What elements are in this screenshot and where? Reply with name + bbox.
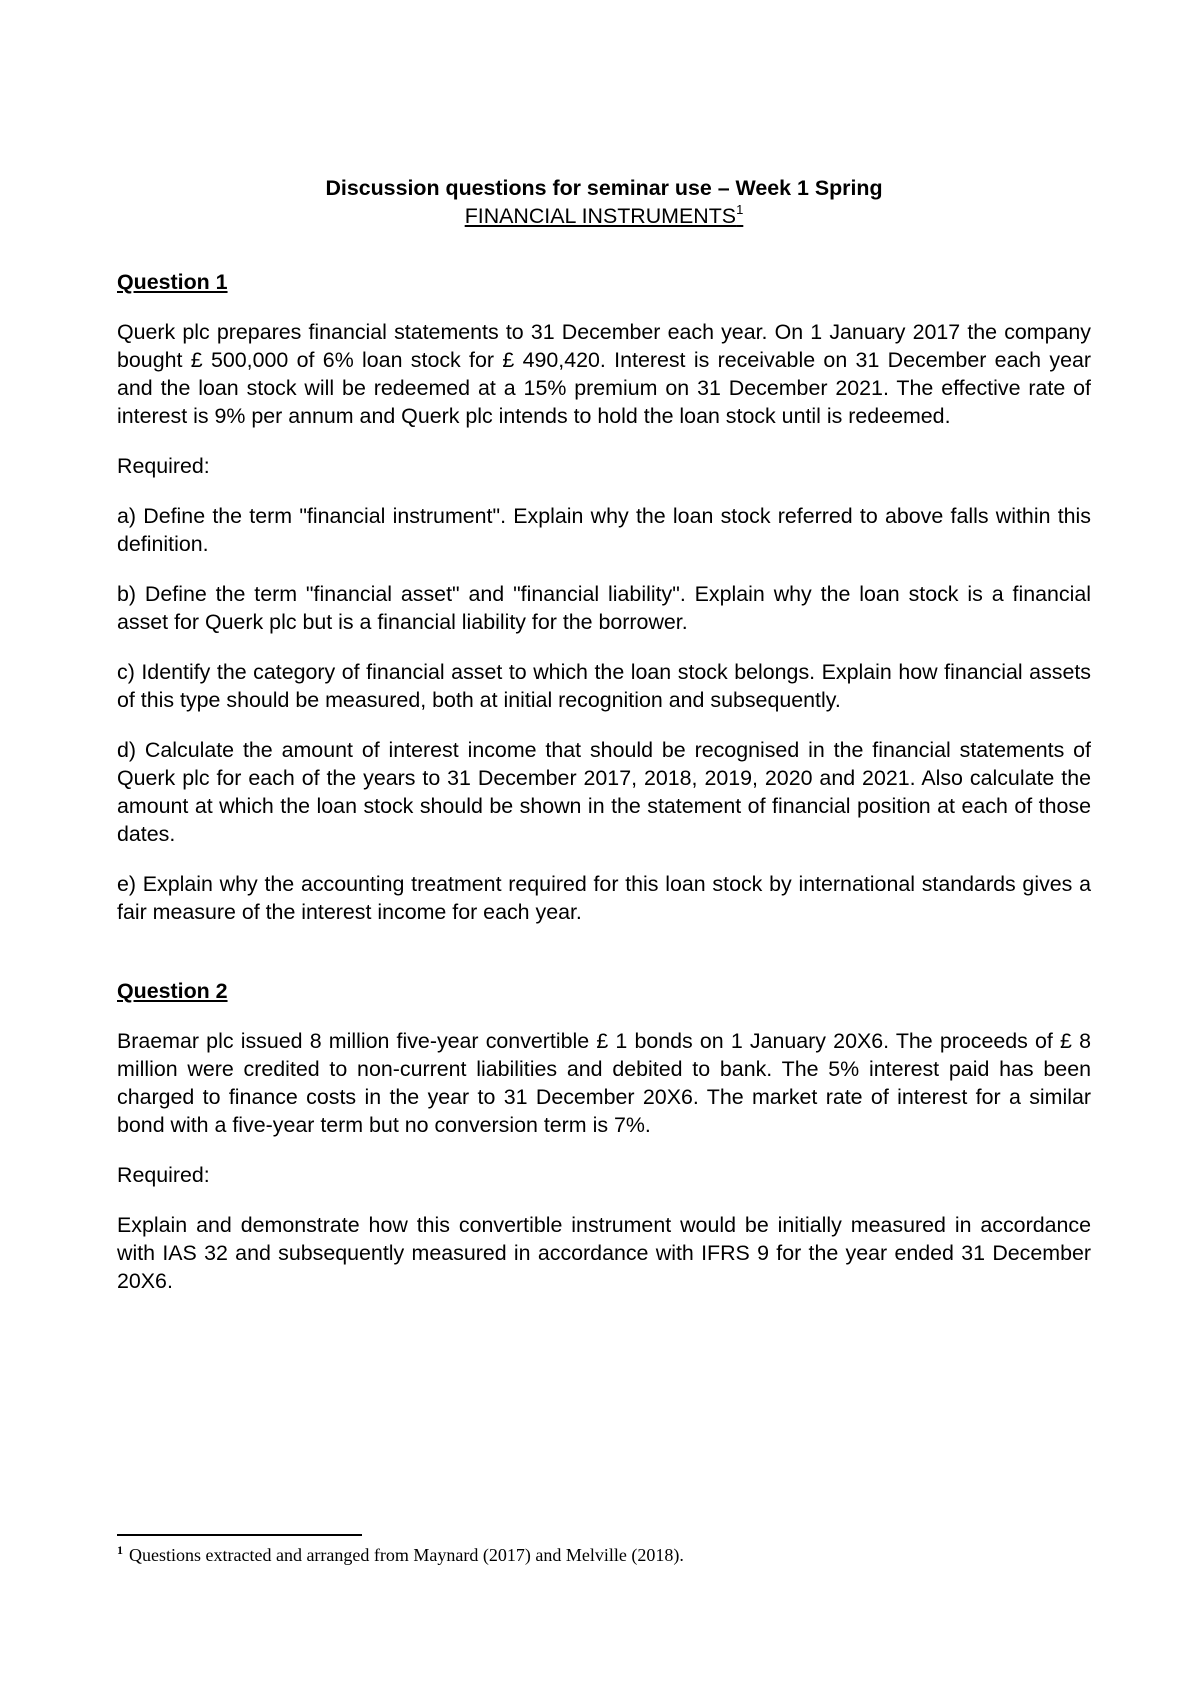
- question-1-heading: Question 1: [117, 270, 228, 294]
- footnote-text: Questions extracted and arranged from Maynard (2017) and Melville (2018).: [129, 1545, 684, 1565]
- question-2-intro: Braemar plc issued 8 million five-year convertible £ 1 bonds on 1 January 20X6. The proceeds of £ 8 million were credited to non-current liabilities and debited to bank. The 5% interest paid has been charged to finance costs in the year to 31 December 20X6. The market rate of interest for a similar bond with a five-year term but no conversion term is 7%.: [117, 1029, 1091, 1137]
- question-1-part-e: e) Explain why the accounting treatment required for this loan stock by international standards gives a fair measure of the interest income for each year.: [117, 872, 1091, 924]
- question-1-part-d: d) Calculate the amount of interest income that should be recognised in the financial statements of Querk plc for each of the years to 31 December 2017, 2018, 2019, 2020 and 2021. Also calculate the amount at which the loan stock should be shown in the statement of financial position at each of those dates.: [117, 738, 1091, 846]
- question-1-required-label: Required:: [117, 454, 210, 478]
- footnote-separator: [117, 1534, 362, 1536]
- question-2-required-label: Required:: [117, 1163, 210, 1187]
- footnote-reference: 1: [736, 202, 744, 217]
- question-2-task: Explain and demonstrate how this convertible instrument would be initially measured in accordance with IAS 32 and subsequently measured in accordance with IFRS 9 for the year ended 31 December 20X6.: [117, 1213, 1091, 1293]
- footnote: [117, 1542, 1097, 1568]
- footnote-marker: 1: [117, 1543, 123, 1557]
- subtitle-text: FINANCIAL INSTRUMENTS: [464, 204, 737, 228]
- question-1-intro: Querk plc prepares financial statements to 31 December each year. On 1 January 2017 the company bought £ 500,000 of 6% loan stock for £ 490,420. Interest is receivable on 31 December each year and the loan stock will be redeemed at a 15% premium on 31 December 2021. The effective rate of interest is 9% per annum and Querk plc intends to hold the loan stock until is redeemed.: [117, 320, 1091, 428]
- document-title: Discussion questions for seminar use – Week 1 Spring: [325, 176, 883, 200]
- question-1-part-b: b) Define the term "financial asset" and "financial liability". Explain why the loan stock is a financial asset for Querk plc but is a financial liability for the borrower.: [117, 582, 1091, 634]
- question-2-heading: Question 2: [117, 979, 228, 1003]
- document-subtitle: [117, 202, 1091, 230]
- question-1-part-c: c) Identify the category of financial asset to which the loan stock belongs. Explain how financial assets of this type should be measured, both at initial recognition and subsequently.: [117, 660, 1091, 712]
- question-1-part-a: a) Define the term "financial instrument". Explain why the loan stock referred to above falls within this definition.: [117, 504, 1091, 556]
- document-body: [117, 174, 1091, 1295]
